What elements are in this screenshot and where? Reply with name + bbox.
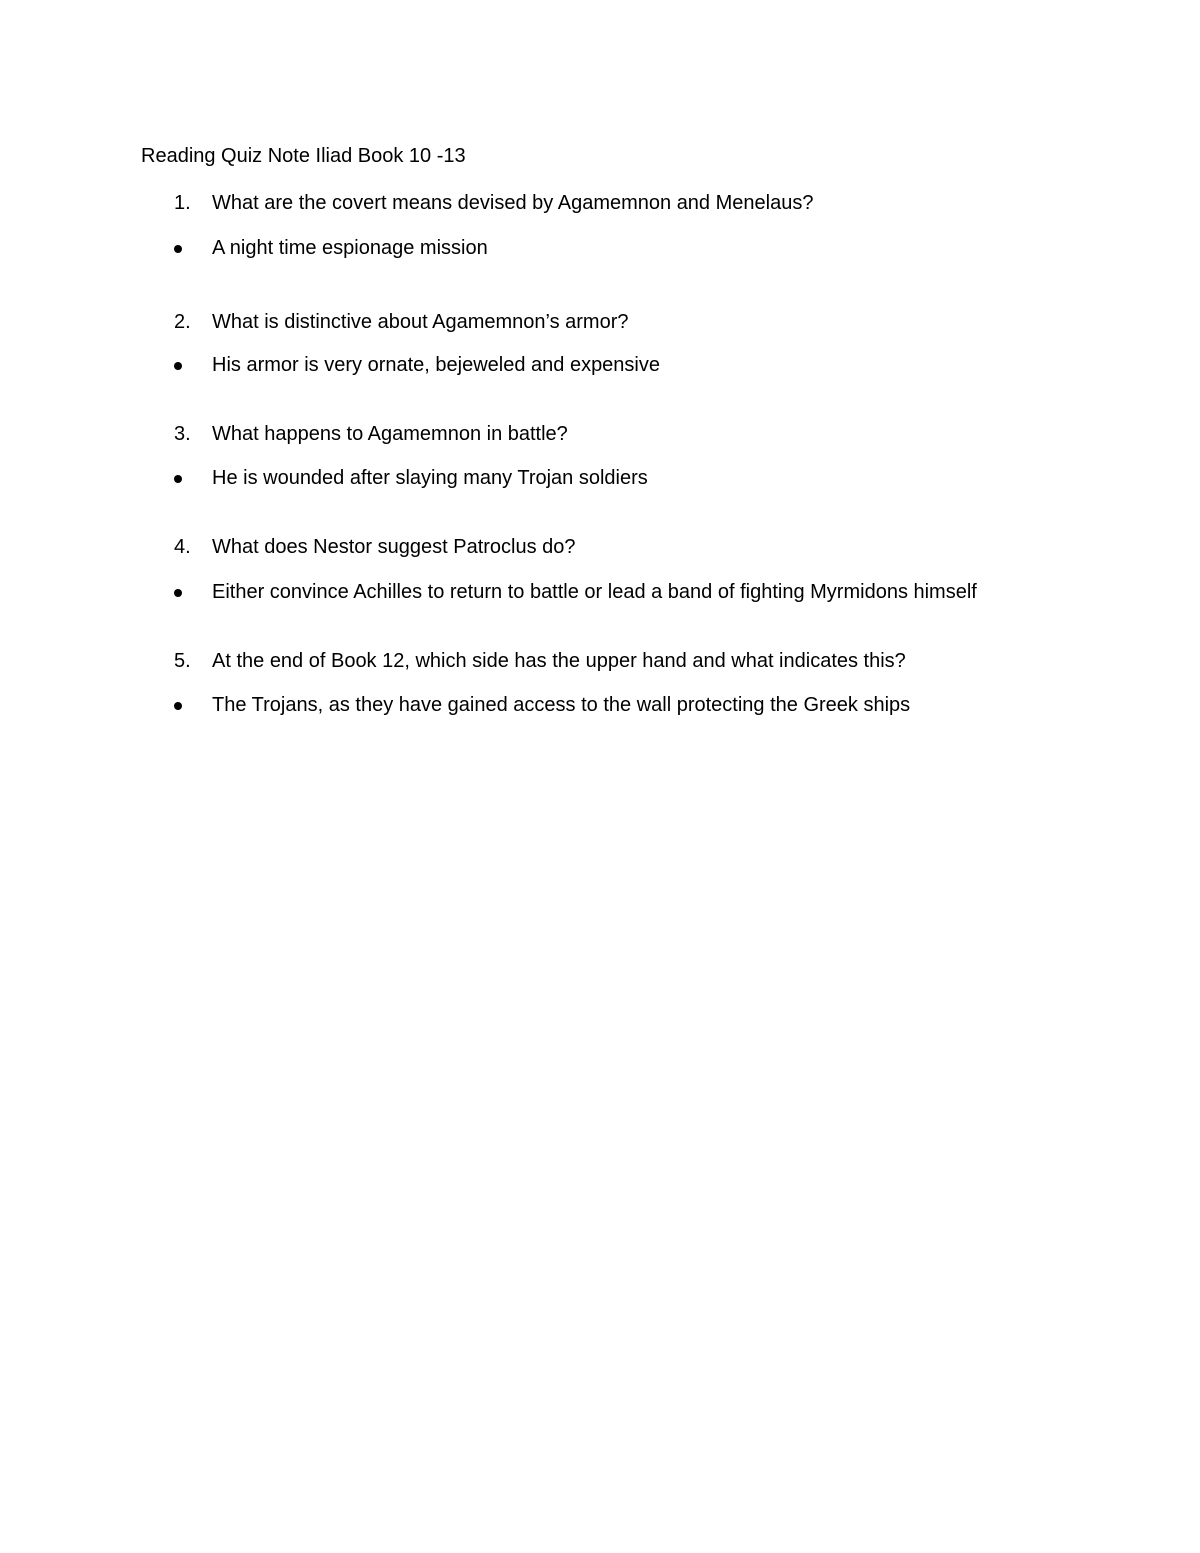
question-number: 2.	[174, 311, 191, 333]
question-5	[0, 648, 1200, 674]
question-1	[0, 190, 1200, 216]
bullet-icon	[174, 245, 182, 253]
question-4	[0, 534, 1200, 560]
answer-text: He is wounded after slaying many Trojan soldiers	[212, 467, 648, 489]
answer-2	[0, 352, 1200, 378]
question-number: 3.	[174, 423, 191, 445]
question-2	[0, 309, 1200, 335]
question-number: 5.	[174, 650, 191, 672]
bullet-icon	[174, 475, 182, 483]
question-text: What does Nestor suggest Patroclus do?	[212, 536, 576, 558]
answer-5	[0, 692, 1200, 718]
answer-text: The Trojans, as they have gained access to the wall protecting the Greek ships	[212, 694, 911, 716]
bullet-icon	[174, 362, 182, 370]
answer-text: A night time espionage mission	[212, 237, 488, 259]
bullet-icon	[174, 589, 182, 597]
answer-4	[0, 579, 1200, 605]
answer-3	[0, 465, 1200, 491]
answer-1	[0, 235, 1200, 261]
question-number: 1.	[174, 192, 191, 214]
answer-text: His armor is very ornate, bejeweled and expensive	[212, 354, 660, 376]
question-number: 4.	[174, 536, 191, 558]
question-text: At the end of Book 12, which side has the upper hand and what indicates this?	[212, 650, 906, 672]
question-text: What happens to Agamemnon in battle?	[212, 423, 568, 445]
answer-text: Either convince Achilles to return to battle or lead a band of fighting Myrmidons himself	[212, 581, 977, 603]
question-text: What are the covert means devised by Agamemnon and Menelaus?	[212, 192, 814, 214]
page-title: Reading Quiz Note Iliad Book 10 -13	[141, 145, 466, 167]
question-text: What is distinctive about Agamemnon’s armor?	[212, 311, 629, 333]
question-3	[0, 421, 1200, 447]
bullet-icon	[174, 702, 182, 710]
